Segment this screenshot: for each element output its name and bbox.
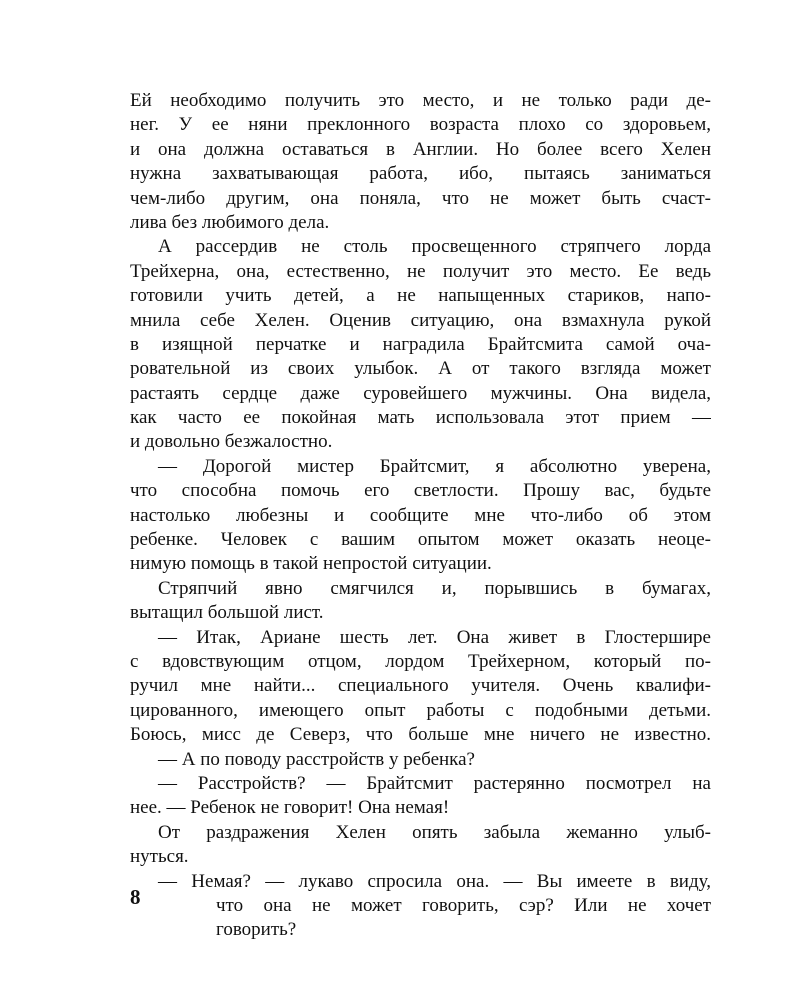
text-line: Ей необходимо получить это место, и не только ради де-	[130, 90, 711, 111]
text-line: А рассердив не столь просвещенного стряпчего лорда	[158, 236, 711, 258]
text-line: и довольно безжалостно.	[130, 431, 333, 453]
text-line: нее. — Ребенок не говорит! Она немая!	[130, 797, 450, 819]
page-number: 8	[130, 885, 141, 909]
text-line: нимую помощь в такой непростой ситуации.	[130, 553, 492, 575]
text-line: как часто ее покойная мать использовала этот прием —	[130, 407, 711, 429]
text-line: лива без любимого дела.	[130, 211, 330, 233]
text-line: цированного, имеющего опыт работы с подобными детьми.	[130, 699, 711, 721]
text-line: в изящной перчатке и наградила Брайтсмита самой оча-	[130, 333, 711, 355]
text-line: ручил мне найти... специального учителя. Очень квалифи-	[130, 675, 711, 697]
text-line: ребенке. Человек с вашим опытом может оказать неоце-	[130, 529, 711, 551]
text-line: растаять сердце даже суровейшего мужчины. Она видела,	[130, 382, 711, 404]
text-line: чем-либо другим, она поняла, что не может быть счаст-	[130, 187, 711, 209]
text-line: нег. У ее няни преклонного возраста плохо со здоровьем,	[130, 114, 711, 136]
text-line: мнила себе Хелен. Оценив ситуацию, она взмахнула рукой	[130, 309, 711, 331]
text-line: ровательной из своих улыбок. А от такого взгляда может	[130, 358, 711, 380]
text-line: с вдовствующим отцом, лордом Трейхерном, который по-	[130, 650, 711, 672]
text-line: нуться.	[130, 846, 189, 868]
text-line: настолько любезны и сообщите мне что-либо об этом	[130, 504, 711, 526]
text-line: Стряпчий явно смягчился и, порывшись в бумагах,	[158, 577, 711, 599]
text-line: — Немая? — лукаво спросила она. — Вы имеете в виду,	[158, 870, 711, 892]
text-line: — А по поводу расстройств у ребенка?	[158, 748, 475, 770]
text-line: говорить?	[216, 919, 297, 941]
text-line: что способна помочь его светлости. Прошу вас, будьте	[130, 480, 711, 502]
text-line: готовили учить детей, а не напыщенных стариков, напо-	[130, 285, 711, 307]
text-line: и она должна оставаться в Англии. Но более всего Хелен	[130, 138, 711, 160]
text-line: Боюсь, мисс де Северз, что больше мне ничего не известно.	[130, 724, 711, 746]
text-line: что она не может говорить, сэр? Или не хочет	[216, 894, 711, 916]
page-text	[130, 89, 711, 943]
text-line: — Дорогой мистер Брайтсмит, я абсолютно уверена,	[158, 455, 711, 477]
text-line: нужна захватывающая работа, ибо, пытаясь заниматься	[130, 163, 711, 185]
text-line: — Итак, Ариане шесть лет. Она живет в Глостершире	[158, 626, 711, 648]
text-line: Трейхерна, она, естественно, не получит это место. Ее ведь	[130, 260, 711, 282]
text-line: — Расстройств? — Брайтсмит растерянно посмотрел на	[158, 772, 711, 794]
text-line: От раздражения Хелен опять забыла жеманно улыб-	[158, 821, 711, 843]
text-line: вытащил большой лист.	[130, 602, 324, 624]
